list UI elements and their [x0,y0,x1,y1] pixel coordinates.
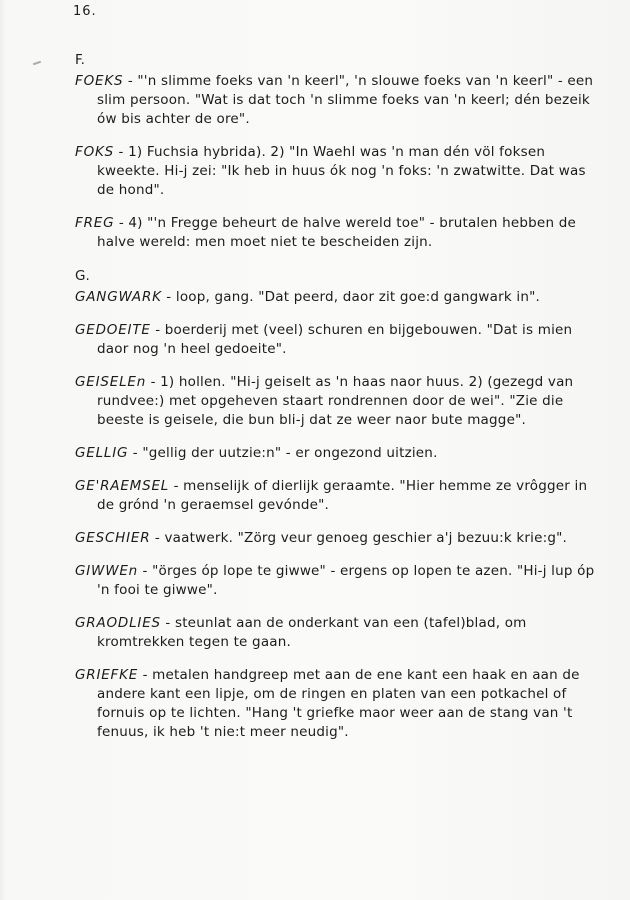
entry-definition: - loop, gang. "Dat peerd, daor zit goe:d gangwark in". [161,289,541,305]
dictionary-entry [75,562,595,600]
entry-term: GANGWARK [75,289,162,305]
entry-term: FREG [75,215,115,231]
entry-term: GEDOEITE [75,322,151,338]
entry-term: GIWWEn [75,563,139,579]
entry-definition: - 1) hollen. "Hi-j geiselt as 'n haas naor huus. 2) (gezegd van rundvee:) met opgeheven staart rondrennen door de wei". "Zie die beeste is geisele, die bun bli-j dat ze weer naor bute magge". [97,374,574,428]
entry-term: GESCHIER [75,530,151,546]
entry-definition: - metalen handgreep met aan de ene kant een haak en aan de andere kant een lipje, om de ringen en platen van een potkachel of fornuis op te lichten. "Hang 't griefke maor weer aan de stang van 't fenuus, ik heb 't nie:t meer neudig". [97,667,580,740]
entry-definition: - steunlat aan de onderkant van een (tafel)blad, om kromtrekken tegen te gaan. [97,615,527,650]
entry-definition: - 4) "'n Fregge beheurt de halve wereld toe" - brutalen hebben de halve wereld: men moet niet te bescheiden zijn. [97,215,576,250]
section-heading-f: F. [75,52,85,68]
dictionary-content [75,50,595,756]
entry-definition: - boerderij met (veel) schuren en bijgebouwen. "Dat is mien daor nog 'n heel gedoeite". [97,322,573,357]
dictionary-entry [75,143,595,200]
margin-mark [33,61,41,66]
entry-definition: - 1) Fuchsia hybrida). 2) "In Waehl was 'n man dén völ foksen kweekte. Hi-j zei: "Ik heb in huus ók nog 'n foks: 'n zwatwitte. Dat was de hond". [97,144,586,198]
dictionary-entry [75,529,595,548]
entry-term: GRIEFKE [75,667,139,683]
entry-term: GE'RAEMSEL [75,478,170,494]
entry-term: GEISELEn [75,374,147,390]
dictionary-entry [75,72,595,129]
dictionary-entry [75,477,595,515]
dictionary-entry [75,614,595,652]
entry-definition: - "örges óp lope te giwwe" - ergens op lopen te azen. "Hi-j lup óp 'n fooi te giwwe". [97,563,595,598]
entry-definition: - vaatwerk. "Zörg veur genoeg geschier a'j bezuu:k krie:g". [150,530,568,546]
page-number: 16. [73,4,97,19]
entry-term: FOKS [75,144,115,160]
dictionary-entry [75,288,595,307]
dictionary-entry [75,444,595,463]
entry-definition: - "gellig der uutzie:n" - er ongezond uitzien. [128,445,438,461]
dictionary-entry [75,373,595,430]
entry-term: GRAODLIES [75,615,161,631]
entry-term: FOEKS [75,73,124,89]
entry-definition: - menselijk of dierlijk geraamte. "Hier hemme ze vrôgger in de grónd 'n geraemsel gevónde". [97,478,588,513]
dictionary-entry [75,214,595,252]
dictionary-entry [75,321,595,359]
section-heading-g: G. [75,268,90,284]
dictionary-entry [75,666,595,742]
entry-definition: - "'n slimme foeks van 'n keerl", 'n slouwe foeks van 'n keerl" - een slim persoon. "Wat is dat toch 'n slimme foeks van 'n keerl; dén bezeik ów bis achter de ore". [97,73,594,127]
entry-term: GELLIG [75,445,129,461]
